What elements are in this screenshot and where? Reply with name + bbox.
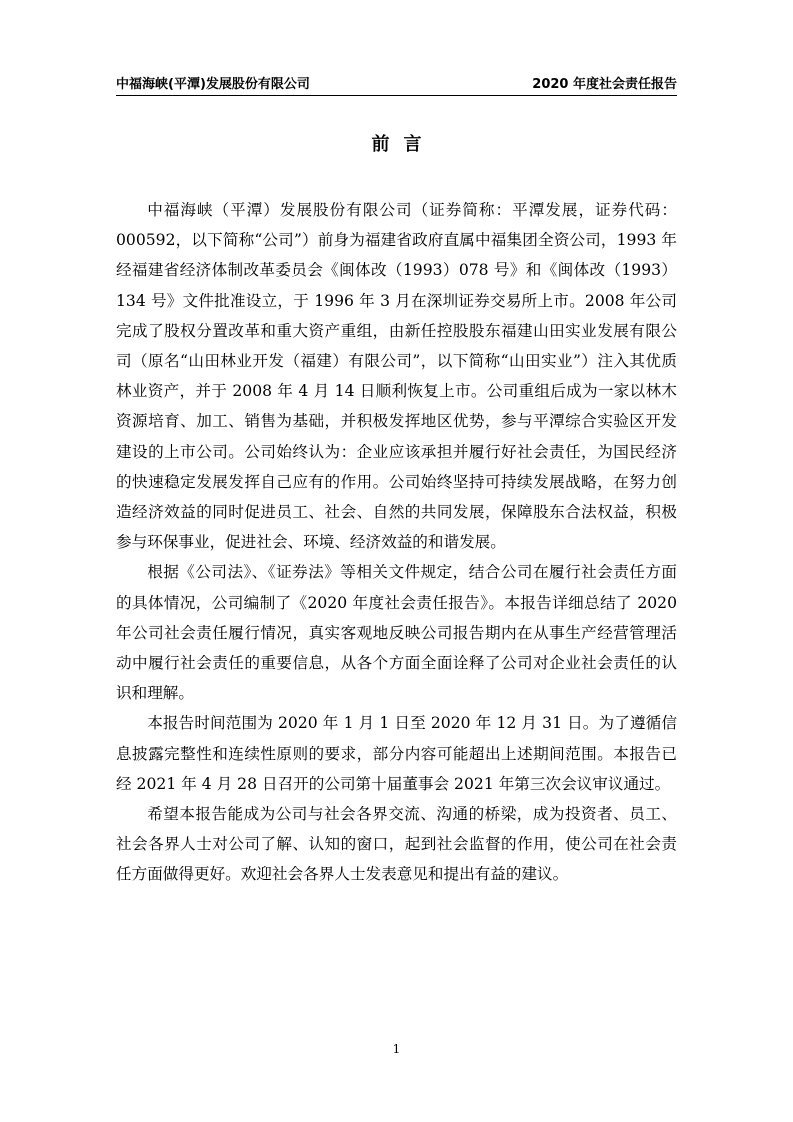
section-title: 前言 bbox=[371, 134, 436, 155]
page-number: 1 bbox=[392, 1042, 401, 1056]
header-company-name: 中福海峡(平潭)发展股份有限公司 bbox=[116, 77, 310, 92]
paragraph-report-period: 本报告时间范围为 2020 年 1 月 1 日至 2020 年 12 月 31 日。为了遵循信息披露完整性和连续性原则的要求，部分内容可能超出上述期间范围。本报告已经 2021 年 4 月 28 日召开的公司第十届董事会 2021 年第三次会议审议通过。 bbox=[116, 714, 677, 793]
paragraph-report-basis: 根据《公司法》、《证券法》等相关文件规定，结合公司在履行社会责任方面的具体情况，公司编制了《2020 年度社会责任报告》。本报告详细总结了 2020 年公司社会责任履行情况，真实客观地反映公司报告期内在从事生产经营管理活动中履行社会责任的重要信息，从各个方面全面诠释了公司对企业社会责任的认识和理解。 bbox=[116, 563, 677, 703]
body-text bbox=[116, 195, 677, 890]
paragraph-company-intro: 中福海峡（平潭）发展股份有限公司（证券简称：平潭发展，证券代码：000592，以下简称“公司”）前身为福建省政府直属中福集团全资公司，1993 年经福建省经济体制改革委员会《闽体改（1993）078 号》和《闽体改（1993）134 号》文件批准设立，于 1996 年 3 月在深圳证券交易所上市。2008 年公司完成了股权分置改革和重大资产重组，由新任控股股东福建山田实业发展有限公司（原名“山田林业开发（福建）有限公司”，以下简称“山田实业”）注入其优质林业资产，并于 2008 年 4 月 14 日顺利恢复上市。公司重组后成为一家以林木资源培育、加工、销售为基础，并积极发挥地区优势，参与平潭综合实验区开发建设的上市公司。公司始终认为：企业应该承担并履行好社会责任，为国民经济的快速稳定发展发挥自己应有的作用。公司始终坚持可持续发展战略，在努力创造经济效益的同时促进员工、社会、自然的共同发展，保障股东合法权益，积极参与环保事业，促进社会、环境、经济效益的和谐发展。 bbox=[116, 201, 677, 552]
paragraph-closing: 希望本报告能成为公司与社会各界交流、沟通的桥梁，成为投资者、员工、社会各界人士对公司了解、认知的窗口，起到社会监督的作用，使公司在社会责任方面做得更好。欢迎社会各界人士发表意见和提出有益的建议。 bbox=[116, 805, 677, 884]
page-header bbox=[116, 77, 677, 96]
header-report-title: 2020 年度社会责任报告 bbox=[532, 77, 677, 92]
